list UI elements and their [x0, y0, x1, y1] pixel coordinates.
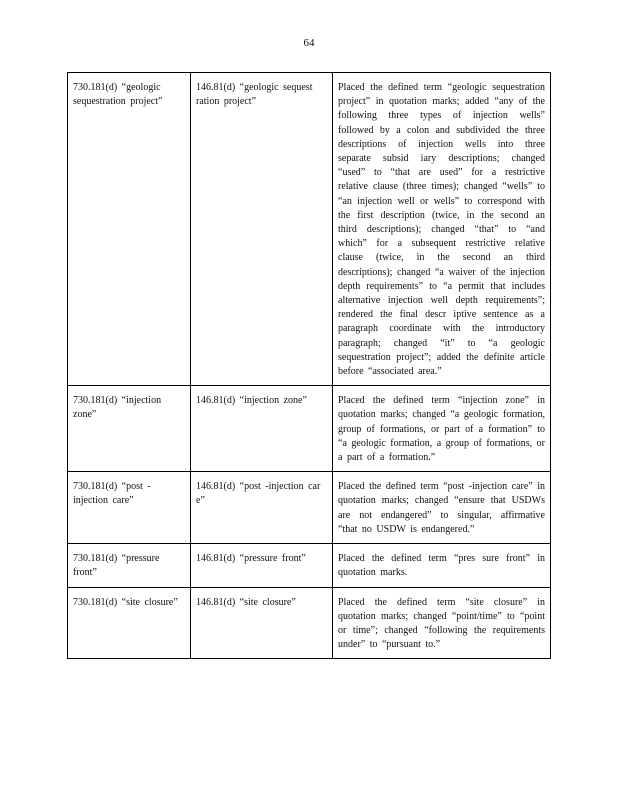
table-row [68, 472, 551, 544]
comparison-table [67, 72, 551, 659]
change-description-cell: Placed the defined term “site closure” in quotation marks; changed “point/time” to “point or time”; changed “following the requirements under” to “pursuant to.” [333, 587, 551, 659]
page-number: 64 [303, 37, 315, 49]
change-description-cell: Placed the defined term “post -injection care” in quotation marks; changed “ensure that USDWs are not endangered” to singular, affirmative “that no USDW is endangered.” [333, 472, 551, 544]
change-description-cell: Placed the defined term “pres sure front” in quotation marks. [333, 544, 551, 587]
change-description-cell: Placed the defined term “injection zone” in quotation marks; changed “a geologic formation, group of formations, or part of a formation” to “a geologic formation, a group of formations, or a part of a formation.” [333, 386, 551, 472]
state-citation-cell: 146.81(d) “geologic sequest ration project” [191, 73, 333, 386]
table-row [68, 73, 551, 386]
state-citation-cell: 146.81(d) “site closure” [191, 587, 333, 659]
table-row [68, 386, 551, 472]
federal-citation-cell: 730.181(d) “injection zone” [68, 386, 191, 472]
table-row [68, 544, 551, 587]
federal-citation-cell: 730.181(d) “site closure” [68, 587, 191, 659]
table-row [68, 587, 551, 659]
federal-citation-cell: 730.181(d) “post -injection care” [68, 472, 191, 544]
change-description-cell: Placed the defined term “geologic sequestration project” in quotation marks; added “any of the following three types of injection wells” followed by a colon and subdivided the three descriptions of injection wells into three separate subsid iary descriptions; changed “used” to “that are used” for a restrictive relative clause (three times); changed “wells” to “an injection well or wells” to correspond with the first description (twice, in the second an third descriptions); changed “that” to “and which” for a subsequent restrictive relative clause (twice, in the second an third descriptions); changed “a waiver of the injection depth requirements” to “a permit that includes alternative injection well depth requirements”; rendered the final descr iptive sentence as a paragraph coordinate with the introductory paragraph; changed “it” to “a geologic sequestration project”; added the definite article before “associated area.” [333, 73, 551, 386]
state-citation-cell: 146.81(d) “post -injection car e” [191, 472, 333, 544]
federal-citation-cell: 730.181(d) “pressure front” [68, 544, 191, 587]
state-citation-cell: 146.81(d) “injection zone” [191, 386, 333, 472]
federal-citation-cell: 730.181(d) “geologic sequestration project” [68, 73, 191, 386]
state-citation-cell: 146.81(d) “pressure front” [191, 544, 333, 587]
